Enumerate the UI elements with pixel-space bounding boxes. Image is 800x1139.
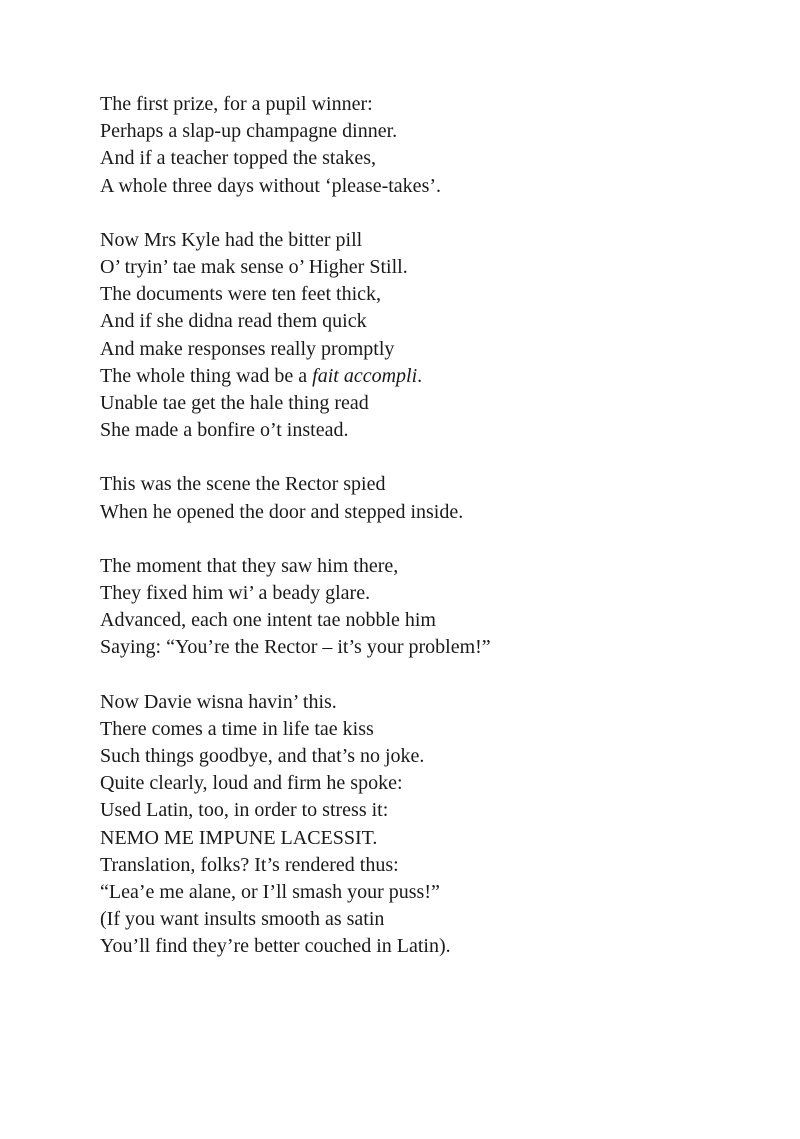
poem-line: And if a teacher topped the stakes,	[100, 147, 377, 170]
poem-page	[100, 91, 760, 988]
poem-line: Quite clearly, loud and firm he spoke:	[100, 772, 403, 795]
poem-line: Used Latin, too, in order to stress it:	[100, 799, 389, 822]
poem-line: This was the scene the Rector spied	[100, 473, 386, 496]
poem-line: There comes a time in life tae kiss	[100, 717, 374, 740]
poem-line: And if she didna read them quick	[100, 310, 367, 333]
poem-line: Such things goodbye, and that’s no joke.	[100, 745, 425, 768]
poem-line: O’ tryin’ tae mak sense o’ Higher Still.	[100, 256, 408, 279]
poem-line: “Lea’e me alane, or I’ll smash your puss!”	[100, 881, 440, 904]
stanza-3	[100, 471, 760, 525]
poem-line: Advanced, each one intent tae nobble him	[100, 609, 436, 632]
poem-line: Translation, folks? It’s rendered thus:	[100, 853, 399, 876]
poem-line: NEMO ME IMPUNE LACESSIT.	[100, 826, 378, 849]
poem-line-fait-accompli	[100, 363, 760, 390]
italic-phrase: fait accompli	[312, 364, 418, 387]
poem-line: (If you want insults smooth as satin	[100, 908, 385, 931]
line-prefix: The whole thing wad be a	[100, 364, 313, 387]
poem-line: Unable tae get the hale thing read	[100, 392, 369, 415]
stanza-2	[100, 227, 760, 445]
poem-line: The moment that they saw him there,	[100, 554, 399, 577]
poem-line: And make responses really promptly	[100, 337, 395, 360]
poem-line: A whole three days without ‘please-takes’.	[100, 174, 442, 197]
poem-line: When he opened the door and stepped inside.	[100, 500, 464, 523]
stanza-1	[100, 91, 760, 200]
stanza-4	[100, 553, 760, 662]
poem-line: Perhaps a slap-up champagne dinner.	[100, 120, 398, 143]
poem-line: Now Davie wisna havin’ this.	[100, 690, 337, 713]
poem-line: She made a bonfire o’t instead.	[100, 419, 349, 442]
line-suffix: .	[417, 364, 423, 387]
poem-line: You’ll find they’re better couched in Latin).	[100, 935, 451, 958]
poem-line: The documents were ten feet thick,	[100, 283, 381, 306]
poem-line: Now Mrs Kyle had the bitter pill	[100, 228, 363, 251]
poem-line: Saying: “You’re the Rector – it’s your problem!”	[100, 636, 491, 659]
stanza-5	[100, 689, 760, 961]
poem-line: The first prize, for a pupil winner:	[100, 93, 373, 115]
poem-line: They fixed him wi’ a beady glare.	[100, 582, 371, 605]
